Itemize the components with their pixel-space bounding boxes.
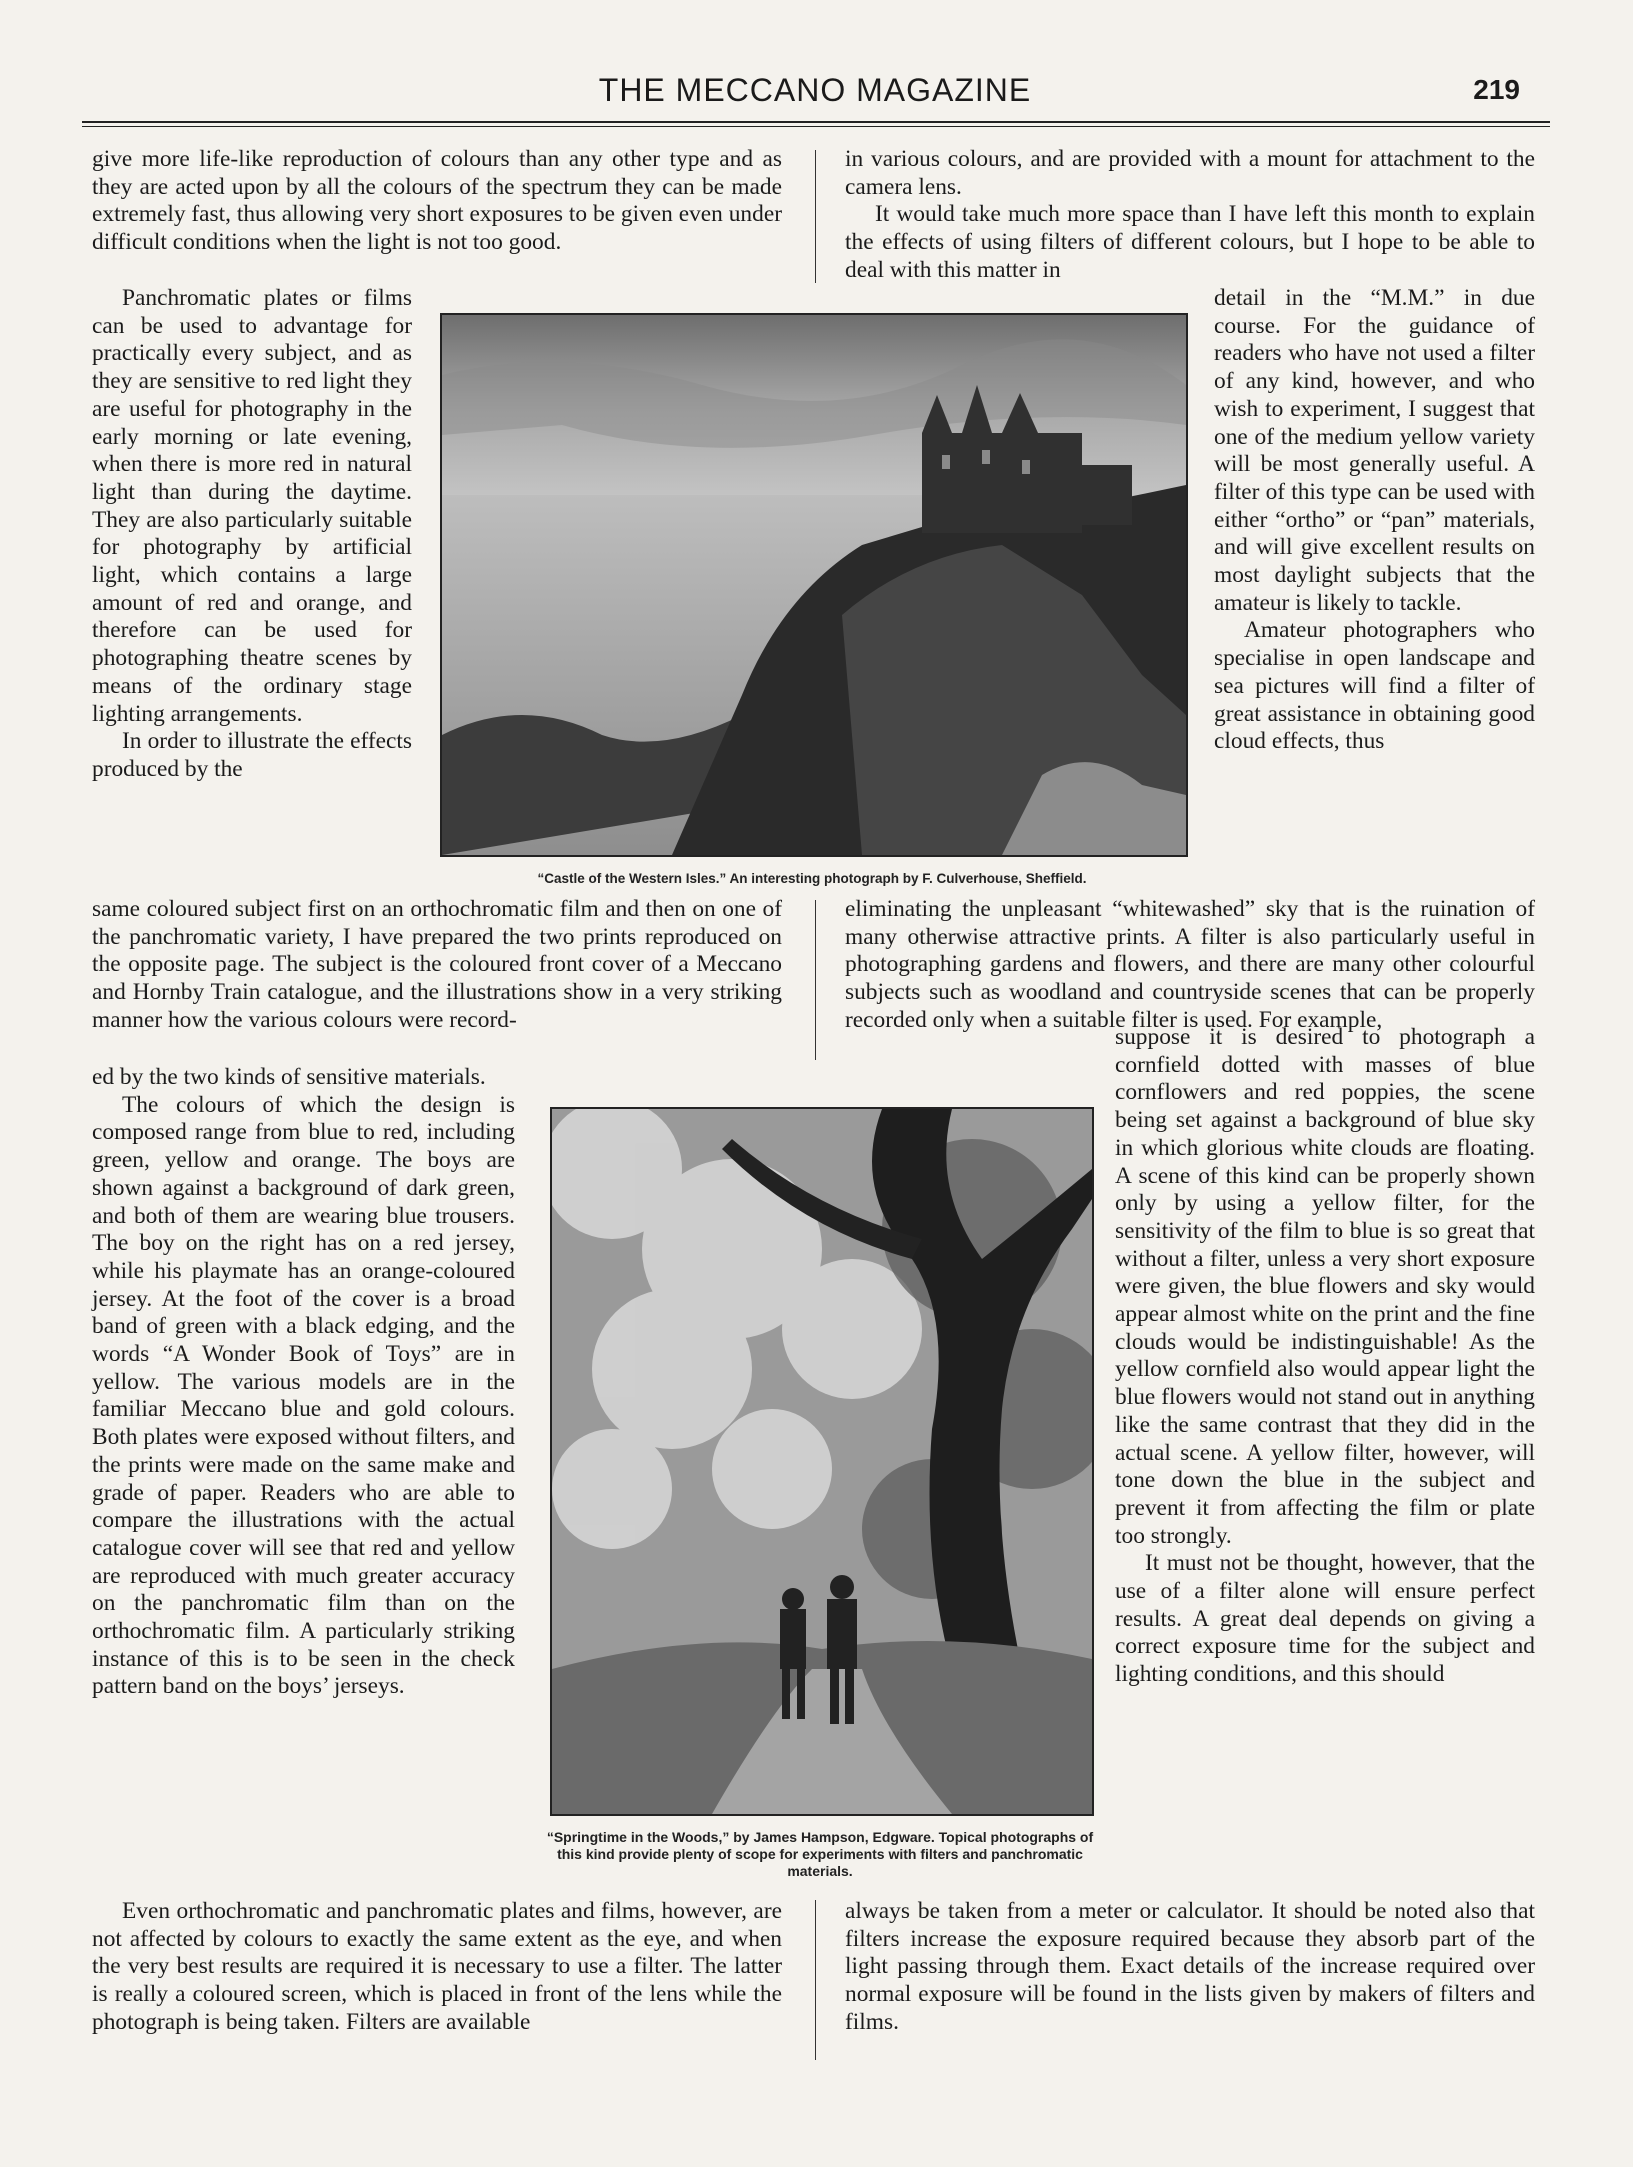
column-divider-top [815,150,816,283]
text-mid-right: eliminating the unpleasant “whitewashed” sky that is the ruination of many otherwise attractive prints. A filter is also particularly useful in photographing gardens and flowers, and there are many other colourful subjects such as woodland and countryside scenes that can be properly recorded only when a suitable filter is used. For example, [845,896,1535,1033]
text-left-narrow: Panchromatic plates or films can be used to advantage for practically every subject, and as they are sensitive to red light they are useful for photography in the early morning or late evening, when there is more red in natural light than during the daytime. They are also particularly suitable for photography by artificial light, which contains a large amount of red and orange, and therefore can be used for photographing theatre scenes by means of the ordinary stage lighting arrangements. In order to illustrate the effects produced by the [92,285,412,782]
woods-image [552,1109,1092,1814]
text-top-left: give more life-like reproduction of colours than any other type and as they are acted upon by all the colours of the spectrum they can be made extremely fast, thus allowing very short exposures to be given even under difficult conditions when the light is not too good. [92,146,782,256]
castle-image [442,315,1186,855]
header-rule [82,121,1550,123]
text-right-narrow: detail in the “M.M.” in due course. For the guidance of readers who have not used a filter of any kind, however, and who wish to experiment, I suggest that one of the medium yellow variety will be most generally useful. A filter of this type can be used with either “ortho” or “pan” materials, and will give excellent results on most daylight subjects that the amateur is likely to tackle. Amateur photographers who specialise in open landscape and sea pictures will find a filter of great assistance in obtaining good cloud effects, thus [1214,285,1535,755]
text-lower-left: ed by the two kinds of sensitive materials. The colours of which the design is composed range from blue to red, including green, yellow and orange. The boys are shown against a background of dark green, and both of them are wearing blue trousers. The boy on the right has on a red jersey, while his playmate has an orange-coloured jersey. At the foot of the cover is a broad band of green with a black edging, and the words “A Wonder Book of Toys” are in yellow. The various models are in the familiar Meccano blue and gold colours. Both plates were exposed without filters, and the prints were made on the same make and grade of paper. Readers who are able to compare the illustrations with the actual catalogue cover will see that red and yellow are reproduced with much greater accuracy on the panchromatic film than on the orthochromatic film. A particularly striking instance of this is to be seen in the check pattern band on the boys’ jerseys. [92,1064,515,1700]
text-top-right: in various colours, and are provided with a mount for attachment to the camera lens. It would take much more space than I have left this month to explain the effects of using filters of different colours, but I hope to be able to deal with this matter in [845,146,1535,283]
page-number: 219 [1473,74,1520,105]
column-divider-mid [815,900,816,1060]
woods-photograph [550,1107,1094,1816]
header-rule-thin [82,126,1550,127]
woods-caption: “Springtime in the Woods,” by James Hampson, Edgware. Topical photographs of this kind provide plenty of scope for experiments with filters and panchromatic materials. [546,1829,1094,1879]
castle-caption: “Castle of the Western Isles.” An interesting photograph by F. Culverhouse, Sheffield. [537,871,1087,886]
castle-photograph [440,313,1188,857]
text-lower-right: suppose it is desired to photograph a cornfield dotted with masses of blue cornflowers and red poppies, the scene being set against a background of blue sky in which glorious white clouds are floating. A scene of this kind can be properly shown only by using a yellow filter, for the sensitivity of the film to blue is so great that without a filter, unless a very short exposure were given, the blue flowers and sky would appear almost white on the print and the fine clouds would be indistinguishable! As the yellow cornfield also would appear light the blue flowers would not stand out in anything like the same contrast that they did in the actual scene. A yellow filter, however, will tone down the blue in the subject and prevent it from affecting the film or plate too strongly. It must not be thought, however, that the use of a filter alone will ensure perfect results. A great deal depends on giving a correct exposure time for the subject and lighting conditions, and this should [1115,1024,1535,1688]
text-bottom-left: Even orthochromatic and panchromatic plates and films, however, are not affected by colours to exactly the same extent as the eye, and when the very best results are required it is necessary to use a filter. The latter is really a coloured screen, which is placed in front of the lens while the photograph is being taken. Filters are available [92,1898,782,2035]
text-bottom-right: always be taken from a meter or calculator. It should be noted also that filters increase the exposure required because they absorb part of the light passing through them. Exact details of the increase required over normal exposure will be found in the lists given by makers of filters and films. [845,1898,1535,2035]
text-mid-left: same coloured subject first on an orthochromatic film and then on one of the panchromatic variety, I have prepared the two prints reproduced on the opposite page. The subject is the coloured front cover of a Meccano and Hornby Train catalogue, and the illustrations show in a very striking manner how the various colours were record- [92,896,782,1033]
magazine-title: THE MECCANO MAGAZINE [598,72,1032,108]
page-header [80,72,1550,132]
column-divider-bottom [815,1900,816,2060]
